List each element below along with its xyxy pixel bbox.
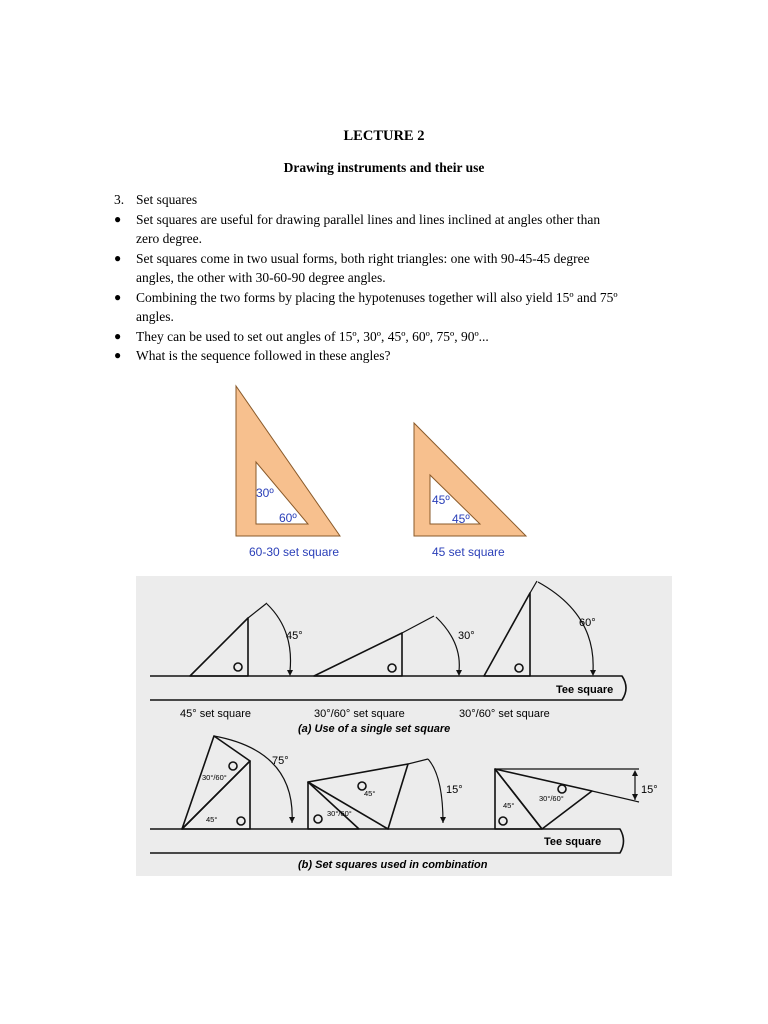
bullet-item bbox=[114, 307, 674, 327]
item-heading: Set squares bbox=[136, 192, 198, 207]
caption-45-set-square: 45 set square bbox=[432, 545, 505, 559]
combo-label-45-1: 45° bbox=[206, 815, 218, 824]
bullet-text: zero degree. bbox=[136, 231, 202, 246]
combo-label-3060-2: 30°/60° bbox=[327, 809, 352, 818]
tee-square-label-b: Tee square bbox=[544, 836, 602, 848]
caption-3060-set-square-b: 30°/60° set square bbox=[459, 708, 550, 720]
lecture-body bbox=[114, 190, 674, 366]
angle-label-45-top: 45º bbox=[432, 493, 450, 507]
angle-label-30: 30º bbox=[256, 486, 274, 500]
bullet-marker bbox=[114, 229, 136, 249]
caption-3060-set-square-a: 30°/60° set square bbox=[314, 708, 405, 720]
angle-60-label: 60° bbox=[579, 617, 596, 629]
bullet-list bbox=[114, 210, 674, 366]
angle-label-45-bottom: 45º bbox=[452, 512, 470, 526]
bullet-item bbox=[114, 229, 674, 249]
lecture-title: LECTURE 2 bbox=[343, 128, 425, 144]
angle-30-label: 30° bbox=[458, 630, 475, 642]
bullet-marker bbox=[114, 307, 136, 327]
set-square-45 bbox=[414, 423, 526, 536]
tee-square-label-a: Tee square bbox=[556, 684, 614, 696]
angle-label-60: 60º bbox=[279, 511, 297, 525]
bullet-marker: ● bbox=[114, 328, 122, 343]
caption-single-set-square: (a) Use of a single set square bbox=[298, 723, 451, 735]
set-squares-figure bbox=[230, 380, 530, 562]
bullet-text: angles. bbox=[136, 309, 174, 324]
caption-45-set-square: 45° set square bbox=[180, 708, 252, 720]
bullet-text: They can be used to set out angles of 15º, 30º, 45º, 60º, 75º, 90º... bbox=[136, 328, 489, 344]
bullet-item bbox=[114, 268, 674, 288]
caption-combination: (b) Set squares used in combination bbox=[298, 859, 488, 871]
bullet-text: Set squares are useful for drawing parallel lines and lines inclined at angles other than bbox=[136, 211, 601, 227]
bullet-marker: ● bbox=[114, 289, 122, 304]
bullet-text: angles, the other with 30-60-90 degree angles. bbox=[136, 270, 386, 285]
bullet-marker: ● bbox=[114, 250, 122, 265]
bullet-item bbox=[114, 249, 674, 269]
bullet-item bbox=[114, 288, 674, 308]
bullet-text: Set squares come in two usual forms, both right triangles: one with 90-45-45 degree bbox=[136, 250, 590, 266]
combo-label-45-2: 45° bbox=[364, 789, 376, 798]
angle-75-label: 75° bbox=[272, 755, 289, 767]
lecture-subtitle: Drawing instruments and their use bbox=[283, 160, 485, 175]
angle-45-label: 45° bbox=[286, 630, 303, 642]
bullet-marker: ● bbox=[114, 348, 122, 362]
combo-label-3060-3: 30°/60° bbox=[539, 794, 564, 803]
combo-label-45-3: 45° bbox=[503, 801, 515, 810]
set-square-usage-figure bbox=[136, 576, 672, 876]
bullet-item bbox=[114, 210, 674, 230]
bullet-item bbox=[114, 346, 674, 366]
caption-60-30-set-square: 60-30 set square bbox=[249, 545, 340, 559]
bullet-marker: ● bbox=[114, 211, 122, 226]
angle-15-label-a: 15° bbox=[446, 784, 463, 796]
numbered-item bbox=[114, 190, 674, 210]
bullet-marker bbox=[114, 268, 136, 288]
bullet-item bbox=[114, 327, 674, 347]
combo-label-3060-1: 30°/60° bbox=[202, 773, 227, 782]
bullet-text: What is the sequence followed in these angles? bbox=[136, 348, 391, 363]
bullet-text: Combining the two forms by placing the hypotenuses together will also yield 15º and 75º bbox=[136, 289, 618, 305]
item-number: 3. bbox=[114, 192, 125, 207]
angle-15-label-b: 15° bbox=[641, 784, 658, 796]
